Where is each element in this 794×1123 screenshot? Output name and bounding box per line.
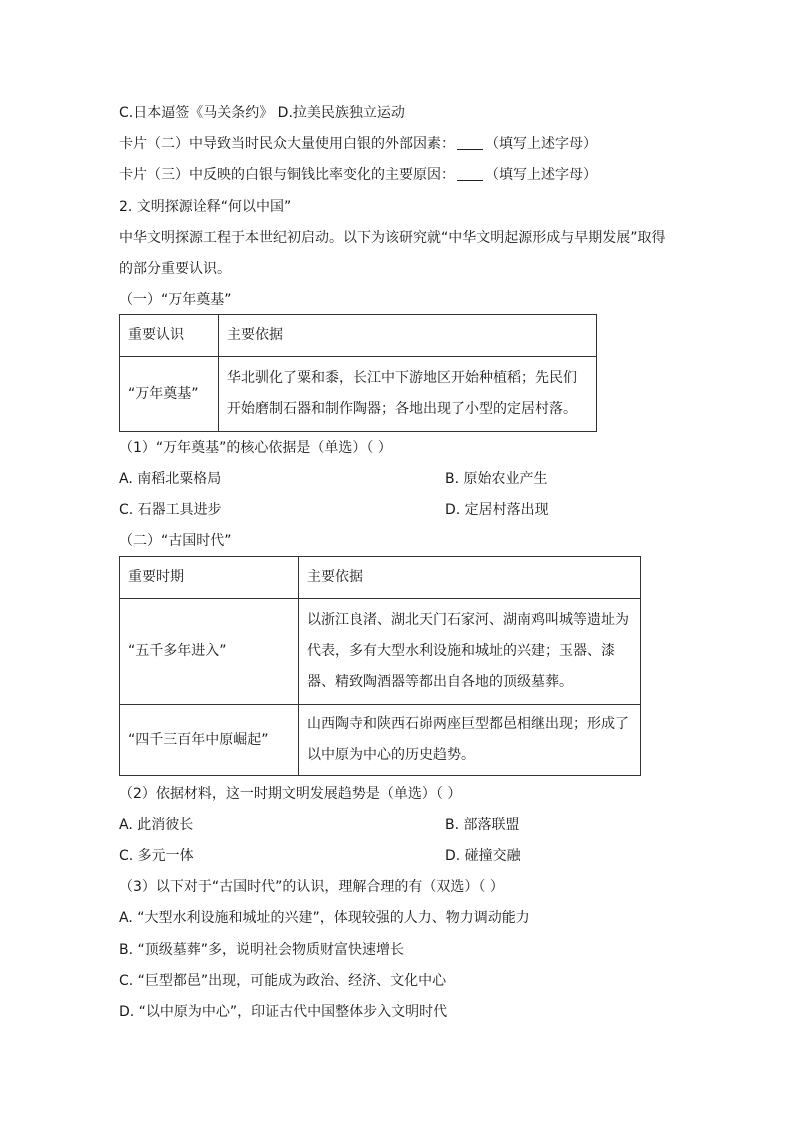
section-two-title: （二）“古国时代” bbox=[119, 533, 232, 549]
table-row bbox=[120, 357, 597, 432]
q1-option-b[interactable]: B. 原始农业产生 bbox=[445, 471, 548, 487]
question-1: （1）“万年奠基”的核心依据是（单选）（ ） bbox=[119, 440, 392, 456]
answer-blank[interactable] bbox=[457, 135, 483, 150]
table-row bbox=[120, 315, 597, 357]
table-header-cell: 主要依据 bbox=[299, 557, 641, 599]
table-header-cell: 主要依据 bbox=[219, 315, 597, 357]
card-two-question bbox=[119, 134, 597, 154]
card-two-text: 卡片（二）中导致当时民众大量使用白银的外部因素： bbox=[119, 136, 455, 152]
table-cell bbox=[299, 599, 641, 705]
card-three-question bbox=[119, 165, 597, 185]
question-2: （2）依据材料，这一时期文明发展趋势是（单选）（ ） bbox=[119, 786, 462, 802]
table-cell bbox=[299, 705, 641, 776]
table-header-cell: 重要认识 bbox=[120, 315, 219, 357]
table-cell: “四千三百年中原崛起” bbox=[120, 705, 299, 776]
q2-option-c[interactable]: C. 多元一体 bbox=[119, 848, 194, 864]
table-cell bbox=[219, 357, 597, 432]
answer-blank[interactable] bbox=[457, 166, 483, 181]
q3-option-a[interactable]: A. “大型水利设施和城址的兴建”，体现较强的人力、物力调动能力 bbox=[119, 910, 530, 926]
table-row bbox=[120, 557, 641, 599]
table-row bbox=[120, 705, 641, 776]
q3-option-d[interactable]: D. “以中原为中心”，印证古代中国整体步入文明时代 bbox=[119, 1004, 448, 1020]
table-one bbox=[119, 314, 597, 432]
q3-option-b[interactable]: B. “顶级墓葬”多，说明社会物质财富快速增长 bbox=[119, 942, 405, 958]
cell-text-line: 器、精致陶酒器等都出自各地的顶级墓葬。 bbox=[307, 674, 573, 690]
q2-option-a[interactable]: A. 此消彼长 bbox=[119, 817, 194, 833]
question-heading: 2. 文明探源诠释“何以中国” bbox=[119, 199, 292, 215]
card-three-hint: （填写上述字母） bbox=[485, 167, 597, 183]
table-row bbox=[120, 599, 641, 705]
table-header-cell: 重要时期 bbox=[120, 557, 299, 599]
table-cell: “五千多年进入” bbox=[120, 599, 299, 705]
q1-option-c[interactable]: C. 石器工具进步 bbox=[119, 502, 222, 518]
cell-text-line: 山西陶寺和陕西石峁两座巨型都邑相继出现；形成了 bbox=[307, 716, 629, 732]
q2-option-b[interactable]: B. 部落联盟 bbox=[445, 817, 520, 833]
intro-line-2: 的部分重要认识。 bbox=[119, 261, 231, 277]
option-line-c-d: C.日本逼签《马关条约》 D.拉美民族独立运动 bbox=[119, 105, 405, 121]
cell-text-line: 以中原为中心的历史趋势。 bbox=[307, 747, 475, 763]
q1-option-a[interactable]: A. 南稻北粟格局 bbox=[119, 471, 222, 487]
cell-text-line: 华北驯化了粟和黍，长江中下游地区开始种植稻；先民们 bbox=[227, 370, 577, 386]
cell-text-line: 开始磨制石器和制作陶器；各地出现了小型的定居村落。 bbox=[227, 401, 577, 417]
table-two bbox=[119, 556, 641, 776]
q3-option-c[interactable]: C. “巨型都邑”出现，可能成为政治、经济、文化中心 bbox=[119, 973, 447, 989]
intro-line-1: 中华文明探源工程于本世纪初启动。以下为该研究就“中华文明起源形成与早期发展”取得 bbox=[119, 230, 666, 246]
card-two-hint: （填写上述字母） bbox=[485, 136, 597, 152]
q1-option-d[interactable]: D. 定居村落出现 bbox=[445, 502, 549, 518]
table-cell: “万年奠基” bbox=[120, 357, 219, 432]
section-one-title: （一）“万年奠基” bbox=[119, 292, 232, 308]
question-3: （3）以下对于“古国时代”的认识，理解合理的有（双选）（ ） bbox=[119, 879, 504, 895]
cell-text-line: 以浙江良渚、湖北天门石家河、湖南鸡叫城等遗址为 bbox=[307, 612, 629, 628]
q2-option-d[interactable]: D. 碰撞交融 bbox=[445, 848, 521, 864]
cell-text-line: 代表，多有大型水利设施和城址的兴建；玉器、漆 bbox=[307, 643, 615, 659]
card-three-text: 卡片（三）中反映的白银与铜钱比率变化的主要原因： bbox=[119, 167, 455, 183]
